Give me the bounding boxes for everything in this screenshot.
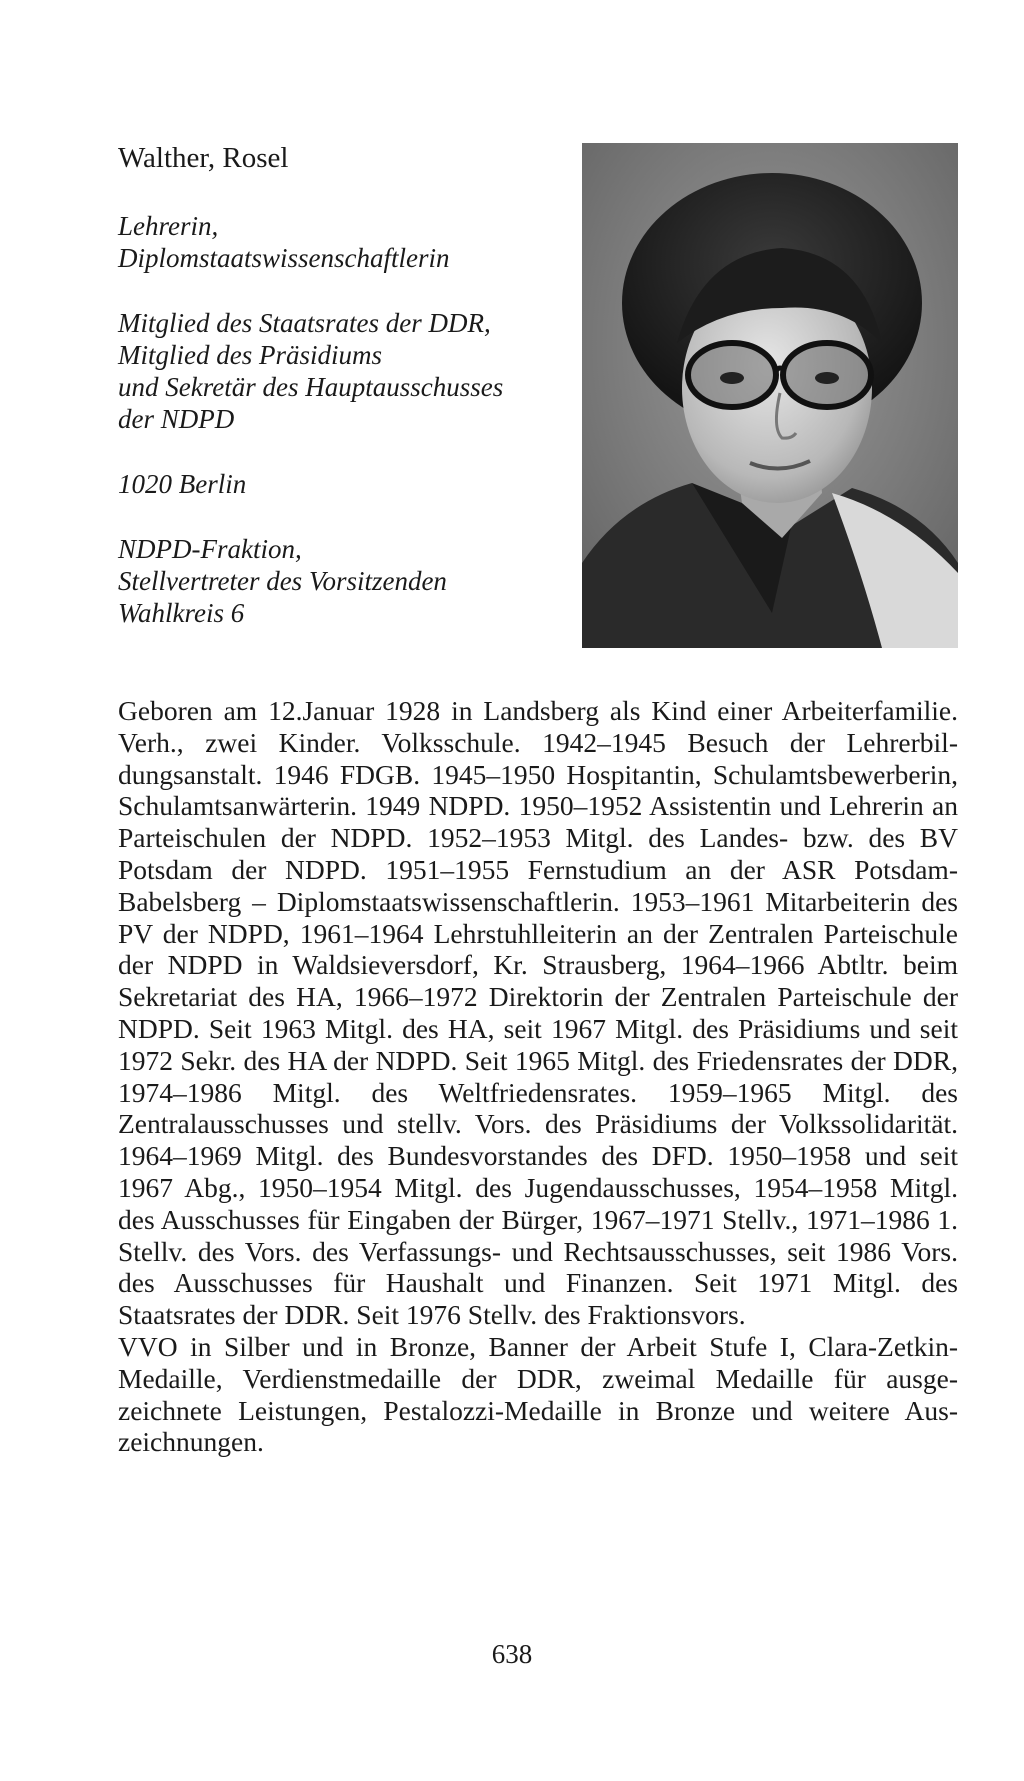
profession-line: Lehrerin,	[118, 211, 219, 241]
address-line: 1020 Berlin	[118, 469, 247, 499]
profession-line: Diplomstaatswissenschaftlerin	[118, 243, 450, 273]
person-name: Walther, Rosel	[118, 142, 289, 174]
function-line: Mitglied des Staatsrates der DDR,	[118, 308, 491, 338]
page-number: 638	[491, 1639, 533, 1669]
parliament-line: Stellvertreter des Vorsitzenden	[118, 566, 447, 596]
awards-text: VVO in Silber und in Bronze, Banner der Arbeit Stufe I, Clara-Zetkin-Medaille, Verdienstmedaille der DDR, zweimal Medaille für ausgezeichnete Leistungen, Pestalozzi-Medaille in Bronze und weitere Auszeichnungen.	[118, 1330, 958, 1458]
professions	[118, 210, 558, 274]
biography-text: Geboren am 12.Januar 1928 in Landsberg als Kind einer Arbeiterfamilie. Verh., zwei Kinder. Volksschule. 1942–1945 Besuch der Lehrerbildungsanstalt. 1946 FDGB. 1945–1950 Hospitantin, Schulamtsbewerberin, Schulamtsanwärterin. 1949 NDPD. 1950–1952 Assistentin und Lehrerin an Parteischulen der NDPD. 1952–1953 Mitgl. des Landes- bzw. des BV Potsdam der NDPD. 1951–1955 Fernstudium an der ASR Potsdam-Babelsberg – Diplomstaatswissenschaftlerin. 1953–1961 Mitarbeiterin des PV der NDPD, 1961–1964 Lehrstuhlleiterin an der Zentralen Parteischule der NDPD in Waldsieversdorf, Kr. Strausberg, 1964–1966 Abtltr. beim Sekretariat des HA, 1966–1972 Direktorin der Zentralen Parteischule der NDPD. Seit 1963 Mitgl. des HA, seit 1967 Mitgl. des Präsidiums und seit 1972 Sekr. des HA der NDPD. Seit 1965 Mitgl. des Friedensrates der DDR, 1974–1986 Mitgl. des Weltfriedensrates. 1959–1965 Mitgl. des Zentralausschusses und stellv. Vors. des Präsidiums der Volkssolidarität. 1964–1969 Mitgl. des Bundesvorstandes des DFD. 1950–1958 und seit 1967 Abg., 1950–1954 Mitgl. des Jugendausschusses, 1954–1958 Mitgl. des Ausschusses für Eingaben der Bürger, 1967–1971 Stellv., 1971–1986 1. Stellv. des Vors. des Verfassungs- und Rechtsausschusses, seit 1986 Vors. des Ausschusses für Haushalt und Finanzen. Seit 1971 Mitgl. des Staatsrates der DDR. Seit 1976 Stellv. des Fraktionsvors.	[118, 695, 958, 1331]
function-line: Mitglied des Präsidiums	[118, 340, 382, 370]
parliament-line: Wahlkreis 6	[118, 598, 245, 628]
parliament-info	[118, 533, 558, 629]
portrait-photo	[582, 143, 958, 648]
entry-header	[118, 140, 558, 662]
function-line: und Sekretär des Hauptausschusses	[118, 372, 504, 402]
functions	[118, 307, 558, 435]
function-line: der NDPD	[118, 404, 235, 434]
address	[118, 468, 558, 500]
biography-section	[118, 695, 958, 1458]
parliament-line: NDPD-Fraktion,	[118, 534, 302, 564]
portrait-image	[582, 143, 958, 648]
